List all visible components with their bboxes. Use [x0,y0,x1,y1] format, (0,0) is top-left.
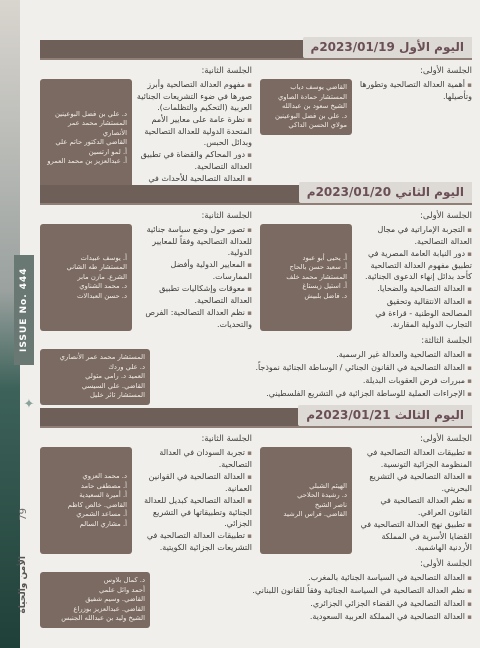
speaker-name: المستشار طه الشاني [66,263,127,272]
topic-item: ▪ العدالة التصالحية في المملكة العربية السعودية. [154,611,472,623]
topic-item: ▪ العدالة التصالحية في القوانين العمانية. [136,471,252,494]
speaker-name: د. علي بن فضل البوعينين [274,111,347,120]
session-title: الجلسة الأولى: [420,559,472,569]
topic-item: ▪ العدالة التصالحية للأحداث في [136,173,252,196]
topic-item: ▪ التجربة الإماراتية في مجال العدالة التصالحية. [356,224,472,247]
topic-item: ▪ الإجراءات العملية للوساطة الجزائية في التشريع الفلسطيني. [154,388,472,400]
session-2 [40,66,252,197]
topic-item: ▪ العدالة التصالحية في التشريع البحريني. [356,471,472,494]
day-section [40,408,472,628]
session-body [40,349,472,405]
speaker-name: د. كمال بلاوس [103,576,145,584]
topic-list [356,224,472,331]
topic-item: ▪ أهمية العدالة التصالحية وتطورها وتأصيلها. [356,79,472,102]
topic-item: ▪ نظم العدالة التصالحية: الفرص والتحديات. [136,307,252,330]
session-title: الجلسة الأولى: [420,211,472,221]
speaker-name: الشيخ وليد بن عبدالله الجنبس [61,614,145,622]
speaker-name: المستشار محمد خلف [286,272,347,281]
issue-tab: ISSUE No. 444 [14,255,34,365]
speaker-name: أحمد وائل علمي [98,585,145,594]
topic-item: ▪ تصور حول وضع سياسة جنائية للعدالة التصالحية وفقاً للمعايير الدولية. [136,224,252,258]
day-title: اليوم الأول 2023/01/19م [303,37,472,58]
topic-item: ▪ دور المحاكم والقضاة في تطبيق العدالة التصالحية. [136,149,252,172]
topic-item: ▪ العدالة الانتقالية وتحقيق المصالحة الوطنية - قراءة في التجارب الدولية المقارنة. [356,296,472,330]
speaker-box [260,224,352,331]
speaker-name: د. علي بن فضل البوعينين [54,109,127,118]
session-2 [40,434,252,554]
speaker-name: أ. لمو ارتسين [88,147,127,156]
topic-item: ▪ العدالة التصالحية والضحايا. [356,283,472,295]
speaker-name: مولاي الحسن الداكي [288,121,347,129]
speaker-name: د. محمد العزوي [82,472,127,480]
speaker-name: أ. يحيى أبو عبود [302,253,347,262]
speaker-name: القاضي يوسف دياب [290,83,347,91]
topic-item: ▪ العدالة التصالحية في السياسة الجنائية بالمغرب. [154,572,472,584]
speaker-box [40,572,150,628]
speaker-name: أ. مصطفى حامد [80,481,127,490]
session-title: الجلسة الثانية: [201,434,252,444]
topic-item: ▪ مبررات فرض العقوبات البديلة. [154,375,472,387]
speaker-box [40,447,132,554]
session-row-extra [40,336,472,405]
session-title: الجلسة الأولى: [420,66,472,76]
day-section [40,40,472,197]
speaker-name: د. رشيدة الحلاحي [297,491,347,499]
speaker-name: أ. يوسف عبيدات [80,253,127,262]
topic-list [136,79,252,197]
day-title: اليوم الثاني 2023/01/20م [299,182,472,203]
session-extra [40,336,472,405]
topic-item: ▪ العدالة التصالحية والعدالة غير الرسمية. [154,349,472,361]
speaker-name: القاضي. عبدالعزيز بوزراع [73,604,145,613]
speaker-name: أ. مساعد الشمري [76,510,127,518]
topic-item: ▪ تطبيقات العدالة التصالحية في التشريعات الجزائية الكويتية. [136,530,252,553]
speaker-name: أ. سعيد حسن بالحاج [289,263,347,272]
session-body [40,224,252,331]
speaker-name: المستشار محمد عمر الأنصاري [59,353,145,361]
topic-item: ▪ دور النيابة العامة المصرية في تطبيق مفهوم العدالة التصالحية كأحد بدائل إنهاء الدعوى الجنائية. [356,248,472,282]
session-body [40,79,252,197]
session-title: الجلسة الثالثة: [421,336,472,346]
speaker-name: القاضي. خالص كاظم [67,500,127,509]
speaker-box [260,447,352,554]
session-title: الجلسة الثانية: [201,66,252,76]
speaker-name: أ. أميرة السعيدية [79,491,127,499]
magazine-name: الأمن والحياة [18,556,28,614]
day-header [40,40,472,60]
topic-item: ▪ العدالة التصالحية في القضاء الجزائي الجزائري. [154,598,472,610]
topic-item: ▪ المعايير الدولية وأفضل الممارسات. [136,259,252,282]
session-1 [260,434,472,554]
speaker-name: القاضي. فراس الرشيد [283,510,347,518]
topic-item: ▪ تطبيقات العدالة التصالحية في المنظومة الجزائية التونسية. [356,447,472,470]
speaker-name: العميد د. رامي متولي [85,372,145,380]
topic-list [356,447,472,554]
speaker-name: القاضي. علي السيسي [81,381,145,390]
speaker-name: المستشار محمد عمر الأنصاري [67,119,127,137]
session-row [40,211,472,331]
day-title: اليوم الثالث 2023/01/21م [298,405,472,426]
session-body [40,572,472,628]
speaker-name: أ. عبدالعزيز بن محمد العمرو [47,157,127,165]
topic-list [136,224,252,331]
session-body [40,447,252,554]
topic-list [356,79,472,135]
session-row [40,434,472,554]
speaker-name: القاضي الدكتور حاتم علي [55,138,127,146]
session-title: الجلسة الأولى: [420,434,472,444]
day-section [40,185,472,405]
topic-item: ▪ تطبيق نهج العدالة التصالحية في القضايا الأسرية في المملكة الأردنية الهاشمية. [356,519,472,553]
topic-item: ▪ مفهوم العدالة التصالحية وأبرز صورها في ضوء التشريعات الجنائية العربية (التحكيم والتظلمات). [136,79,252,113]
topic-item: ▪ نظم العدالة التصالحية في السياسة الجنائية وفقاً للقانون اللبناني. [154,585,472,597]
session-title: الجلسة الثانية: [201,211,252,221]
session-row [40,66,472,197]
topic-item: ▪ العدالة التصالحية كبديل للعدالة الجنائية وتطبيقاتها في التشريع الجزائي. [136,495,252,529]
speaker-name: القاضي. وسيم شفيق [85,595,145,603]
session-extra [40,559,472,628]
speaker-box [260,79,352,135]
speaker-name: د. حسن العبدالات [77,291,127,300]
speaker-box [40,349,150,405]
topic-list [154,349,472,405]
topic-item: ▪ العدالة التصالحية في القانون الجنائي / الوساطة الجنائية نموذجاً. [154,362,472,374]
topic-item: ▪ تجربة السودان في العدالة التصالحية. [136,447,252,470]
speaker-name: أ. مشاري السالم [79,519,127,528]
speaker-name: الشيخ سعود بن عبدالله [281,102,347,110]
speaker-name: د. فاضل بلبيش [304,291,347,300]
topic-list [154,572,472,628]
session-1 [260,66,472,197]
speaker-name: المستشار ثائر خليل [90,391,145,399]
speaker-name: ناصر الشيخ [314,500,347,509]
page-number: 79 [18,508,29,521]
star-ornament-icon: ✦ [23,397,35,412]
session-body [260,447,472,554]
session-body [260,224,472,331]
speaker-name: المستشار حمادة الصاوي [277,92,347,101]
session-2 [40,211,252,331]
speaker-name: الهيثم الشبلي [309,481,347,490]
day-header [40,408,472,428]
session-body [260,79,472,135]
speaker-name: أ. استيل زيستاغ [302,282,347,291]
topic-item: ▪ نظم العدالة التصالحية في القانون العراقي. [356,495,472,518]
speaker-box [40,79,132,197]
speaker-box [40,224,132,331]
day-header [40,185,472,205]
topic-list [136,447,252,554]
topic-item: ▪ معوقات وإشكاليات تطبيق العدالة التصالحية. [136,283,252,306]
session-row-extra [40,559,472,628]
speaker-name: د. علي وردك [108,362,145,371]
speaker-name: د. محمد الشناوي [79,282,127,291]
session-1 [260,211,472,331]
topic-item: ▪ نظرة عامة على معايير الأمم المتحدة الدولية للعدالة التصالحية وبدائل الحبس. [136,114,252,148]
speaker-name: الشرع. مازن مابر [77,272,127,281]
